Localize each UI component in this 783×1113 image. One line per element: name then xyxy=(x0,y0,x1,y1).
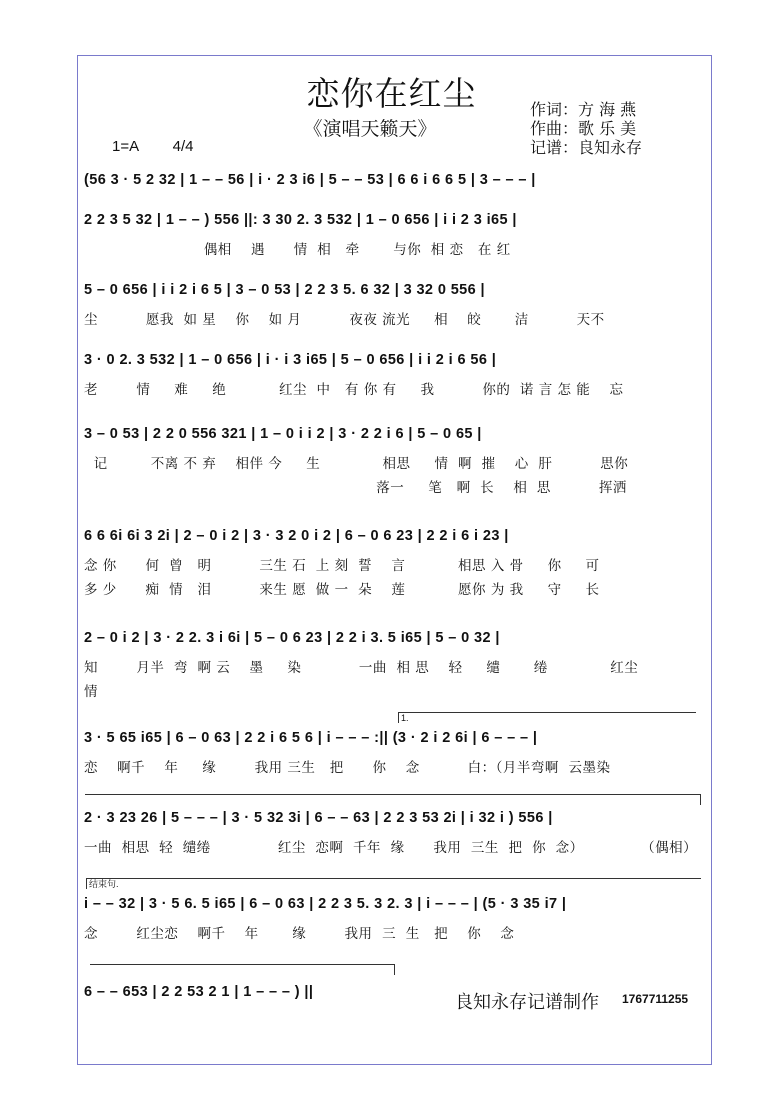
score-system-7 xyxy=(84,630,704,704)
notation-line: 6 6 6i 6i 3 2i | 2 – 0 i 2 | 3 · 3 2 0 i 2 | 6 – 0 6 23 | 2 2 i 6 i 23 | xyxy=(84,528,509,544)
notation-line: 3 · 5 65 i65 | 6 – 0 63 | 2 2 i 6 5 6 | i – – – :|| (3 · 2 i 2 6i | 6 – – – | xyxy=(84,730,538,746)
lyric-line: 偶相 遇 情 相 牵 与你 相 恋 在 红 xyxy=(84,242,511,258)
bracket-line xyxy=(85,794,701,805)
transcriber-credit: 记谱：良知永存 xyxy=(530,138,643,157)
score-system-3 xyxy=(84,282,704,332)
key-signature: 1=A xyxy=(112,138,139,155)
lyric-line: 尘 愿我 如 星 你 如 月 夜夜 流光 相 皎 洁 天不 xyxy=(84,312,605,328)
notation-line: 2 · 3 23 26 | 5 – – – | 3 · 5 32 3i | 6 – – 63 | 2 2 3 53 2i | i 32 i ) 556 | xyxy=(84,810,553,826)
notation-line: 2 2 3 5 32 | 1 – – ) 556 ||: 3 30 2. 3 532 | 1 – 0 656 | i i 2 3 i65 | xyxy=(84,212,517,228)
score-system-4 xyxy=(84,352,704,402)
notation-line: i – – 32 | 3 · 5 6. 5 i65 | 6 – 0 63 | 2 2 3 5. 3 2. 3 | i – – – | (5 · 3 35 i7 | xyxy=(84,896,567,912)
key-time-signature xyxy=(112,138,193,155)
lyric-line: 老 情 难 绝 红尘 中 有 你 有 我 你的 诺 言 怎 能 忘 xyxy=(84,382,624,398)
phone-number: 1767711255 xyxy=(622,992,689,1006)
score-system-2 xyxy=(84,212,704,262)
bracket-line xyxy=(90,964,395,975)
lyricist-credit: 作词：方 海 燕 xyxy=(530,100,637,119)
notation-line: 3 · 0 2. 3 532 | 1 – 0 656 | i · i 3 i65 | 5 – 0 656 | i i 2 i 6 56 | xyxy=(84,352,497,368)
ending-phrase-bracket: 结束句. xyxy=(86,878,701,889)
time-signature: 4/4 xyxy=(172,138,194,155)
first-ending-bracket: 1. xyxy=(398,712,696,723)
lyric-line: 念 你 何 曾 明 三生 石 上 刻 誓 言 相思 入 骨 你 可 xyxy=(84,558,600,574)
lyric-line: 记 不离 不 弃 相伴 今 生 相思 情 啊 摧 心 肝 思你 xyxy=(84,456,629,472)
maker-credit: 良知永存记谱制作 xyxy=(455,992,599,1013)
score-system-9 xyxy=(84,810,704,860)
composer-credit: 作曲：歌 乐 美 xyxy=(530,119,637,138)
notation-line: (56 3 · 5 2 32 | 1 – – 56 | i · 2 3 i6 | 5 – – 53 | 6 6 i 6 6 5 | 3 – – – | xyxy=(84,172,536,188)
notation-line: 3 – 0 53 | 2 2 0 556 321 | 1 – 0 i i 2 | 3 · 2 2 i 6 | 5 – 0 65 | xyxy=(84,426,482,442)
lyric-line: 多 少 痴 情 泪 来生 愿 做 一 朵 莲 愿你 为 我 守 长 xyxy=(84,582,600,598)
notation-line: 5 – 0 656 | i i 2 i 6 5 | 3 – 0 53 | 2 2 3 5. 6 32 | 3 32 0 556 | xyxy=(84,282,485,298)
lyric-line: 恋 啊千 年 缘 我用 三生 把 你 念 白：（月半弯啊 云墨染 xyxy=(84,760,611,776)
score-system-6 xyxy=(84,528,704,602)
score-system-11 xyxy=(84,984,414,1010)
lyric-line: 一曲 相思 轻 缱绻 红尘 恋啊 千年 缘 我用 三生 把 你 念） （偶相） xyxy=(84,840,698,856)
song-title: 恋你在红尘 xyxy=(306,74,477,113)
score-system-1 xyxy=(84,172,704,198)
score-system-8 xyxy=(84,730,704,780)
score-system-5 xyxy=(84,426,704,500)
lyric-line: 知 月半 弯 啊 云 墨 染 一曲 相 思 轻 缱 绻 红尘 xyxy=(84,660,639,676)
notation-line: 6 – – 653 | 2 2 53 2 1 | 1 – – – ) || xyxy=(84,984,314,1000)
song-subtitle: 《演唱天籁天》 xyxy=(303,118,437,140)
credits xyxy=(530,100,642,157)
lyric-line: 情 xyxy=(84,684,98,700)
notation-line: 2 – 0 i 2 | 3 · 2 2. 3 i 6i | 5 – 0 6 23 | 2 2 i 3. 5 i65 | 5 – 0 32 | xyxy=(84,630,500,646)
lyric-line: 念 红尘恋 啊千 年 缘 我用 三 生 把 你 念 xyxy=(84,926,515,942)
lyric-line: 落一 笔 啊 长 相 思 挥洒 xyxy=(84,480,627,496)
score-system-10 xyxy=(84,896,704,946)
